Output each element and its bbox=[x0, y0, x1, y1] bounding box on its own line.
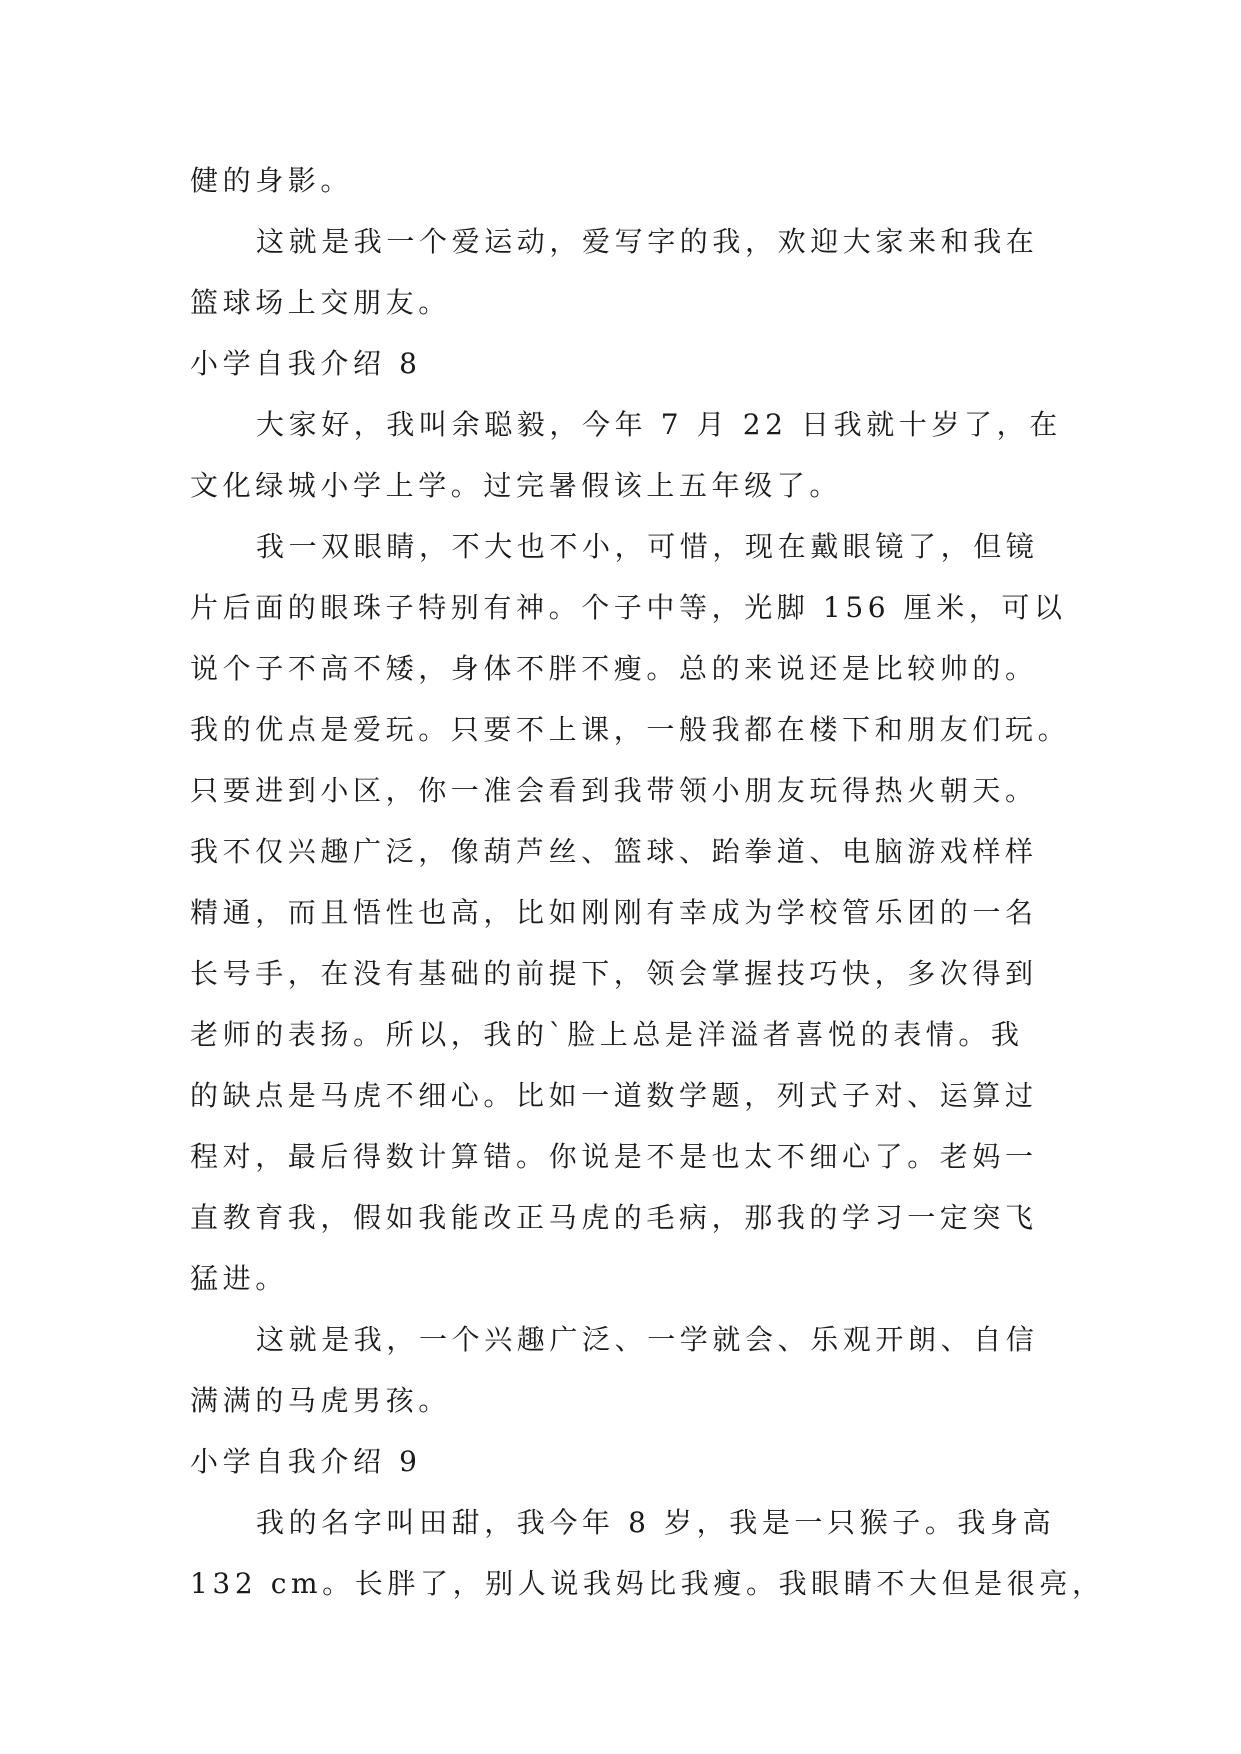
text-line: 满满的马虎男孩。 bbox=[190, 1384, 451, 1417]
text-line: 猛进。 bbox=[190, 1262, 288, 1295]
section-heading: 小学自我介绍 9 bbox=[190, 1445, 422, 1478]
text-line: 说个子不高不矮，身体不胖不瘦。总的来说还是比较帅的。 bbox=[190, 652, 1038, 685]
text-line: 直教育我，假如我能改正马虎的毛病，那我的学习一定突飞 bbox=[190, 1201, 1038, 1234]
text-line: 我一双眼睛，不大也不小，可惜，现在戴眼镜了，但镜 bbox=[256, 530, 1039, 563]
text-line: 长号手，在没有基础的前提下，领会掌握技巧快，多次得到 bbox=[190, 957, 1038, 990]
text-line: 老师的表扬。所以，我的`脸上总是洋溢者喜悦的表情。我 bbox=[190, 1018, 1024, 1051]
text-line: 篮球场上交朋友。 bbox=[190, 286, 451, 319]
section-heading: 小学自我介绍 8 bbox=[190, 347, 422, 380]
text-line: 文化绿城小学上学。过完暑假该上五年级了。 bbox=[190, 469, 843, 502]
document-page bbox=[190, 150, 1105, 1614]
text-line: 我的名字叫田甜，我今年 8 岁，我是一只猴子。我身高 bbox=[256, 1506, 1056, 1539]
text-line: 这就是我一个爱运动，爱写字的我，欢迎大家来和我在 bbox=[256, 225, 1039, 258]
text-line: 我的优点是爱玩。只要不上课，一般我都在楼下和朋友们玩。 bbox=[190, 713, 1071, 746]
text-line: 只要进到小区，你一准会看到我带领小朋友玩得热火朝天。 bbox=[190, 774, 1038, 807]
text-line: 健的身影。 bbox=[190, 164, 354, 197]
text-line: 精通，而且悟性也高，比如刚刚有幸成为学校管乐团的一名 bbox=[190, 896, 1038, 929]
text-line: 的缺点是马虎不细心。比如一道数学题，列式子对、运算过 bbox=[190, 1079, 1038, 1112]
text-line: 132 cm。长胖了，别人说我妈比我瘦。我眼睛不大但是很亮， bbox=[190, 1567, 1105, 1600]
text-line: 片后面的眼珠子特别有神。个子中等，光脚 156 厘米，可以 bbox=[190, 591, 1067, 624]
text-line: 大家好，我叫余聪毅，今年 7 月 22 日我就十岁了，在 bbox=[256, 408, 1062, 441]
text-line: 这就是我，一个兴趣广泛、一学就会、乐观开朗、自信 bbox=[256, 1323, 1039, 1356]
text-line: 我不仅兴趣广泛，像葫芦丝、篮球、跆拳道、电脑游戏样样 bbox=[190, 835, 1038, 868]
text-line: 程对，最后得数计算错。你说是不是也太不细心了。老妈一 bbox=[190, 1140, 1038, 1173]
